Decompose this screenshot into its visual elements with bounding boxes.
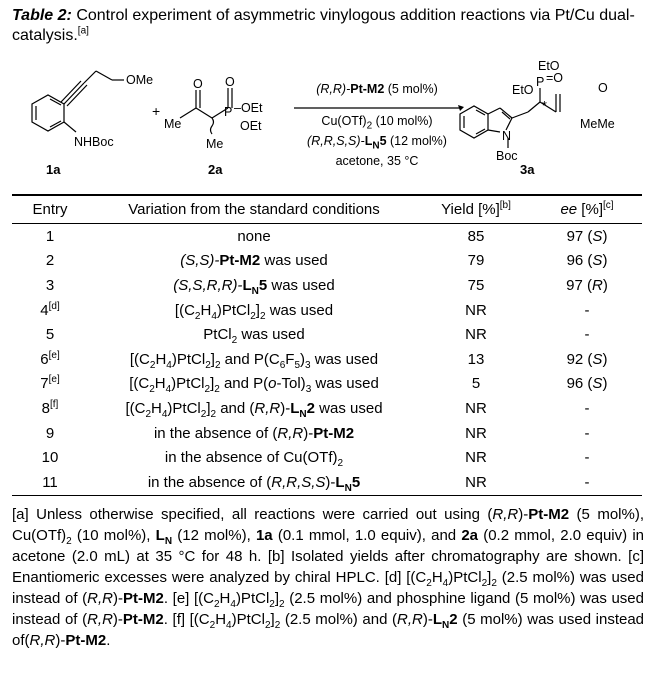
table-row xyxy=(12,470,642,495)
cell-entry: 11 xyxy=(42,473,58,491)
table-footnotes: [a] Unless otherwise specified, all reactions were carried out using (R,R)-Pt-M2 (5 mol%), $Cu(OTf)_2$ (10 mol%), $L_N$ (12 mol%), 1a (0.1 mmol, 1.0 equiv), and 2a (0.2 mmol, 2.0 equiv) in acetone (2.0 mL) at 35 °C for 48 h. [b] Isolated yields after chromatography are shown. [c] Enantiomeric excesses were analyzed by chiral HPLC. [d] $[(C_2H_4)PtCl_2]_2$ (2.5 mol%) was used instead of (R,R)-Pt-M2. [e] $[(C_2H_4)PtCl_2]_2$ (2.5 mol%) and phosphine ligand (5 mol%) was used instead of (R,R)-Pt-M2. [f] $[(C_2H_4)PtCl_2]_2$ (2.5 mol%) and $(R,R)-L_N2$ (5 mol%) was used instead of(R,R)-Pt-M2. xyxy=(12,506,645,649)
table-row xyxy=(12,445,642,470)
label-p-2: P xyxy=(536,75,545,89)
table-row xyxy=(12,298,642,323)
cell-entry: 7[e] xyxy=(40,374,60,393)
cell-ee: 96 (S) xyxy=(566,375,608,393)
caption-text: Control experiment of asymmetric vinylogous addition reactions via Pt/Cu dual-catalysis. xyxy=(12,7,635,44)
cell-variation: in the absence of $(R,R,S,S)-L_N5$ xyxy=(147,473,361,494)
label-boc: Boc xyxy=(496,149,518,163)
cell-variation: $[(C_2H_4)PtCl_2]_2$ and $(R,R)-L_N2$ was used xyxy=(125,399,383,420)
cell-variation: in the absence of (R,R)-Pt-M2 xyxy=(153,424,355,442)
cell-ee: - xyxy=(584,424,590,442)
cell-variation: in the absence of $Cu(OTf)_2$ xyxy=(164,449,344,470)
cell-yield: 5 xyxy=(471,375,481,393)
cell-variation: $(S,S,R,R)-L_N5$ was used xyxy=(173,276,335,297)
cell-yield: 75 xyxy=(467,276,485,294)
cell-variation: none xyxy=(237,227,271,245)
condition-catalyst: (R,R)-Pt-M2 (5 mol%) xyxy=(316,82,438,96)
cell-yield: NR xyxy=(465,399,487,417)
table-row xyxy=(12,421,642,446)
table-row xyxy=(12,347,642,372)
table-caption xyxy=(12,6,642,46)
label-o-4: O xyxy=(598,81,608,95)
condition-solvent: acetone, 35 °C xyxy=(335,154,419,168)
cell-ee: 97 (S) xyxy=(566,227,608,245)
cell-variation: $[(C_2H_4)PtCl_2]_2$ and $P(o-Tol)_3$ was used xyxy=(129,375,379,396)
label-o-2: O xyxy=(225,75,235,89)
table-header-row xyxy=(12,195,642,224)
cell-entry: 3 xyxy=(45,276,55,294)
cell-yield: NR xyxy=(465,449,487,467)
table-figure xyxy=(12,6,645,649)
cell-yield: 79 xyxy=(467,252,485,270)
header-entry: Entry xyxy=(32,201,68,218)
condition-ligand: $(R,R,S,S)-L_N5$ (12 mol%) xyxy=(307,134,447,152)
caption-lead: Table 2: xyxy=(12,7,72,24)
cell-yield: NR xyxy=(465,301,487,319)
cell-entry: 1 xyxy=(45,227,55,245)
label-ome: OMe xyxy=(126,73,154,87)
condition-copper: $Cu(OTf)_2$ (10 mol%) xyxy=(321,114,433,132)
caption-note: [a] xyxy=(77,25,89,37)
cell-yield: NR xyxy=(465,326,487,344)
cell-entry: 4[d] xyxy=(40,300,60,319)
cell-entry: 10 xyxy=(41,449,59,467)
table-row xyxy=(12,249,642,274)
label-me-2: Me xyxy=(206,137,224,151)
cell-ee: 92 (S) xyxy=(566,350,608,368)
cell-entry: 8[f] xyxy=(41,398,59,417)
results-table xyxy=(12,194,642,496)
cell-variation: $[(C_2H_4)PtCl_2]_2$ and $P(C_6F_5)_3$ was used xyxy=(129,350,379,371)
cell-yield: 13 xyxy=(467,350,485,368)
label-nhboc: NHBoc xyxy=(74,135,114,149)
cell-ee: - xyxy=(584,473,590,491)
table-row xyxy=(12,396,642,421)
label-oet-1: –OEt xyxy=(234,101,263,115)
benzene-ring-1a xyxy=(32,95,64,131)
cell-entry: 2 xyxy=(45,252,55,270)
header-yield: Yield [%][b] xyxy=(441,200,511,218)
label-eto-2: EtO xyxy=(512,83,534,97)
label-oet-2: OEt xyxy=(240,119,262,133)
label-o-1: O xyxy=(193,77,203,91)
cell-ee: - xyxy=(584,449,590,467)
cell-ee: - xyxy=(584,301,590,319)
compound-1a: 1a xyxy=(46,162,61,177)
cell-yield: NR xyxy=(465,473,487,491)
table-row xyxy=(12,224,642,249)
cell-ee: 96 (S) xyxy=(566,252,608,270)
label-p-1: P xyxy=(224,105,233,119)
cell-variation: PtCl$_2$ was used xyxy=(203,326,305,347)
cell-entry: 6[e] xyxy=(40,349,60,368)
cell-ee: - xyxy=(584,399,590,417)
table-row xyxy=(12,322,642,347)
label-eto-1: EtO xyxy=(538,59,560,73)
reaction-scheme xyxy=(12,50,642,196)
compound-2a: 2a xyxy=(208,162,223,177)
header-ee: ee [%][c] xyxy=(560,200,614,218)
label-o-3: =O xyxy=(546,71,564,85)
cell-variation: $[(C_2H_4)PtCl_2]_2$ was used xyxy=(174,301,334,322)
plus-sign: + xyxy=(152,103,161,119)
header-variation: Variation from the standard conditions xyxy=(128,201,380,218)
cell-entry: 5 xyxy=(45,326,55,344)
cell-ee: - xyxy=(584,326,590,344)
cell-ee: 97 (R) xyxy=(566,276,608,294)
label-star: * xyxy=(542,99,547,113)
label-meme: MeMe xyxy=(580,117,615,131)
cell-variation: (S,S)-Pt-M2 was used xyxy=(180,252,328,270)
label-me-1: Me xyxy=(164,117,182,131)
cell-yield: NR xyxy=(465,424,487,442)
table-row xyxy=(12,372,642,397)
compound-3a: 3a xyxy=(520,162,535,177)
table-row xyxy=(12,273,642,298)
cell-yield: 85 xyxy=(467,227,485,245)
label-n: N xyxy=(502,129,512,143)
cell-entry: 9 xyxy=(45,424,55,442)
